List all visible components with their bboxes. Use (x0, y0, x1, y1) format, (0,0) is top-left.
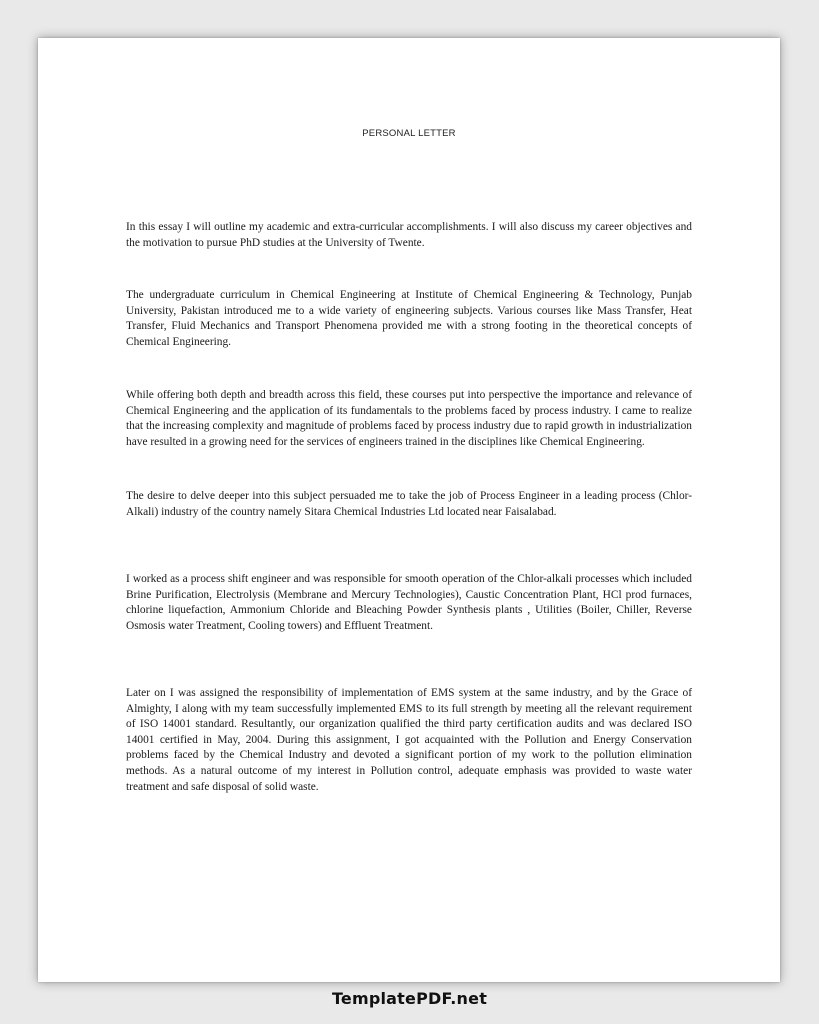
paragraph-intro: In this essay I will outline my academic and extra-curricular accomplishments. I will also discuss my career objectives and the motivation to pursue PhD studies at the University of Twente. (126, 221, 692, 249)
paragraph-process-engineer: The desire to delve deeper into this subject persuaded me to take the job of Process Engineer in a leading process (Chlor-Alkali) industry of the country namely Sitara Chemical Industries Ltd located near Faisalabad. (126, 490, 692, 518)
paragraph-perspective: While offering both depth and breadth across this field, these courses put into perspective the importance and relevance of Chemical Engineering and the application of its fundamentals to the problems faced by process industry. I came to realize that the increasing complexity and magnitude of problems faced by process industry due to rapid growth in industrialization have resulted in a growing need for the services of engineers trained in the disciplines like Chemical Engineering. (126, 389, 692, 448)
document-title: PERSONAL LETTER (362, 128, 456, 139)
paragraph-shift-engineer: I worked as a process shift engineer and was responsible for smooth operation of the Chlor-alkali processes which included Brine Purification, Electrolysis (Membrane and Mercury Technologies), Caustic Concentration Plant, HCl prod furnaces, chlorine liquefaction, Ammonium Chloride and Bleaching Powder Synthesis plants , Utilities (Boiler, Chiller, Reverse Osmosis water Treatment, Cooling towers) and Effluent Treatment. (126, 573, 692, 632)
paragraph-curriculum: The undergraduate curriculum in Chemical Engineering at Institute of Chemical Engineering & Technology, Punjab University, Pakistan introduced me to a wide variety of engineering subjects. Various courses like Mass Transfer, Heat Transfer, Fluid Mechanics and Transport Phenomena provided me with a strong footing in the theoretical concepts of Chemical Engineering. (126, 289, 692, 348)
paragraph-ems-implementation: Later on I was assigned the responsibility of implementation of EMS system at the same industry, and by the Grace of Almighty, I along with my team successfully implemented EMS to its full strength by meeting all the relevant requirement of ISO 14001 standard. Resultantly, our organization qualified the third party certification audits and was declared ISO 14001 certified in May, 2004. During this assignment, I got acquainted with the Pollution and Energy Conservation problems faced by the Chemical Industry and devoted a significant portion of my work to the pollution elimination methods. As a natural outcome of my interest in Pollution control, adequate emphasis was provided to waste water treatment and safe disposal of solid waste. (126, 687, 692, 793)
document-page (38, 38, 780, 982)
site-watermark: TemplatePDF.net (331, 989, 488, 1008)
